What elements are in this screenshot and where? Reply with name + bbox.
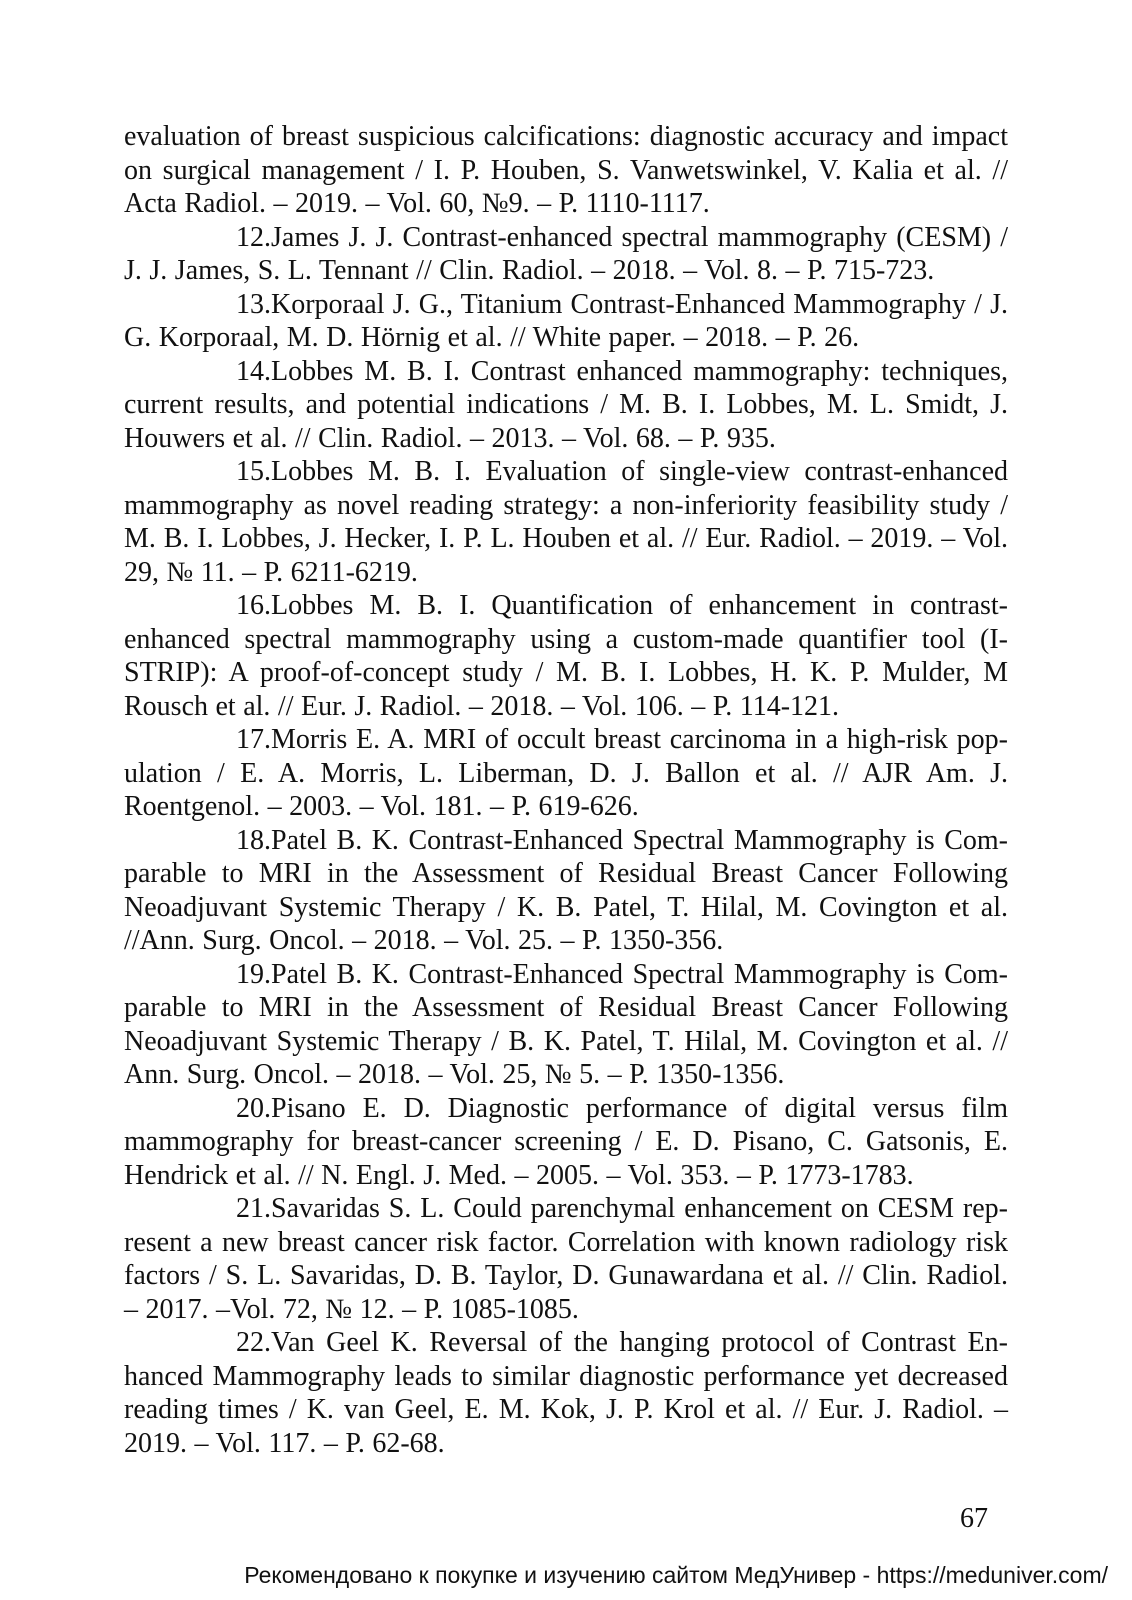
reference-item-17	[124, 723, 1008, 824]
reference-item-22	[124, 1326, 1008, 1460]
reference-number: 14.	[236, 355, 271, 387]
reference-item-13	[124, 288, 1008, 355]
reference-number: 16.	[236, 590, 271, 621]
reference-number: 20.	[236, 1092, 271, 1124]
reference-text: James J. J. Contrast-enhanced spectral mammography (CESM) / J. J. James, S. L. Tennant // Clin. Radiol. – 2018. – Vol. 8. – P. 715-723.	[124, 221, 1008, 286]
reference-continuation: evaluation of breast suspicious calcifications: diagnostic accuracy and impact on surgical management / I. P. Houben, S. Vanwetswinkel, V. Kalia et al. // Acta Radiol. – 2019. – Vol. 60, №9. – P. 1110-1117.	[124, 121, 1008, 219]
footer-recommendation: Рекомендовано к покупке и изучению сайтом МедУнивер - https://meduniver.com/	[244, 1562, 1108, 1588]
reference-item-20	[124, 1092, 1008, 1193]
reference-number: 17.	[236, 724, 271, 755]
reference-number: 13.	[236, 288, 271, 320]
reference-text: Savaridas S. L. Could parenchymal enhancement on CESM represent a new breast cancer risk factor. Correlation with known radiology risk factors / S. L. Savaridas, D. B. Taylor, D. Gunawardana et al. // Clin. Radiol. – 2017. –Vol. 72, № 12. – P. 1085-1085.	[124, 1193, 1008, 1325]
reference-item-15	[124, 455, 1008, 589]
reference-text: Lobbes M. B. I. Evaluation of single-view contrast-enhanced mammography as novel reading strategy: a non-inferiority feasibility study / M. B. I. Lobbes, J. Hecker, I. P. L. Houben et al. // Eur. Radiol. – 2019. – Vol. 29, № 11. – P. 6211-6219.	[124, 456, 1008, 588]
reference-number: 21.	[236, 1193, 271, 1224]
reference-list	[124, 120, 1008, 1460]
reference-text: Patel B. K. Contrast-Enhanced Spectral Mammography is Comparable to MRI in the Assessment of Residual Breast Cancer Following Neoadjuvant Systemic Therapy / K. B. Patel, T. Hilal, M. Covington et al. //Ann. Surg. Oncol. – 2018. – Vol. 25. – P. 1350-356.	[124, 824, 1008, 956]
reference-text: Morris E. A. MRI of occult breast carcinoma in a high-risk population / E. A. Morris, L. Liberman, D. J. Ballon et al. // AJR Am. J. Roentgenol. – 2003. – Vol. 181. – P. 619-626.	[124, 724, 1008, 822]
reference-number: 22.	[236, 1327, 271, 1358]
reference-number: 12.	[236, 221, 271, 253]
reference-text: Pisano E. D. Diagnostic performance of digital versus film mammography for breast-cancer screening / E. D. Pisano, C. Gatsonis, E. Hendrick et al. // N. Engl. J. Med. – 2005. – Vol. 353. – P. 1773-1783.	[124, 1092, 1008, 1191]
reference-item-18	[124, 824, 1008, 958]
reference-item-12	[124, 221, 1008, 288]
reference-text: Van Geel K. Reversal of the hanging protocol of Contrast Enhanced Mammography leads to similar diagnostic performance yet decreased reading times / K. van Geel, E. M. Kok, J. P. Krol et al. // Eur. J. Radiol. – 2019. – Vol. 117. – P. 62-68.	[124, 1327, 1008, 1459]
reference-text: Korporaal J. G., Titanium Contrast-Enhanced Mammography / J. G. Korporaal, M. D. Hörnig et al. // White paper. – 2018. – P. 26.	[124, 288, 1008, 353]
reference-number: 15.	[236, 456, 271, 487]
reference-item-21	[124, 1192, 1008, 1326]
reference-item-14	[124, 355, 1008, 456]
reference-text: Lobbes M. B. I. Contrast enhanced mammography: techniques, current results, and potential indications / M. B. I. Lobbes, M. L. Smidt, J. Houwers et al. // Clin. Radiol. – 2013. – Vol. 68. – P. 935.	[124, 355, 1008, 454]
reference-item-16	[124, 589, 1008, 723]
reference-number: 19.	[236, 958, 271, 990]
page-number: 67	[960, 1503, 988, 1534]
reference-number: 18.	[236, 824, 271, 856]
reference-text: Lobbes M. B. I. Quantification of enhancement in contrast-enhanced spectral mammography using a custom-made quantifier tool (I-STRIP): A proof-of-concept study / M. B. I. Lobbes, H. K. P. Mulder, M Rousch et al. // Eur. J. Radiol. – 2018. – Vol. 106. – P. 114-121.	[124, 590, 1008, 722]
reference-item-19	[124, 958, 1008, 1092]
reference-text: Patel B. K. Contrast-Enhanced Spectral Mammography is Comparable to MRI in the Assessment of Residual Breast Cancer Following Neoadjuvant Systemic Therapy / B. K. Patel, T. Hilal, M. Covington et al. // Ann. Surg. Oncol. – 2018. – Vol. 25, № 5. – P. 1350-1356.	[124, 958, 1008, 1090]
